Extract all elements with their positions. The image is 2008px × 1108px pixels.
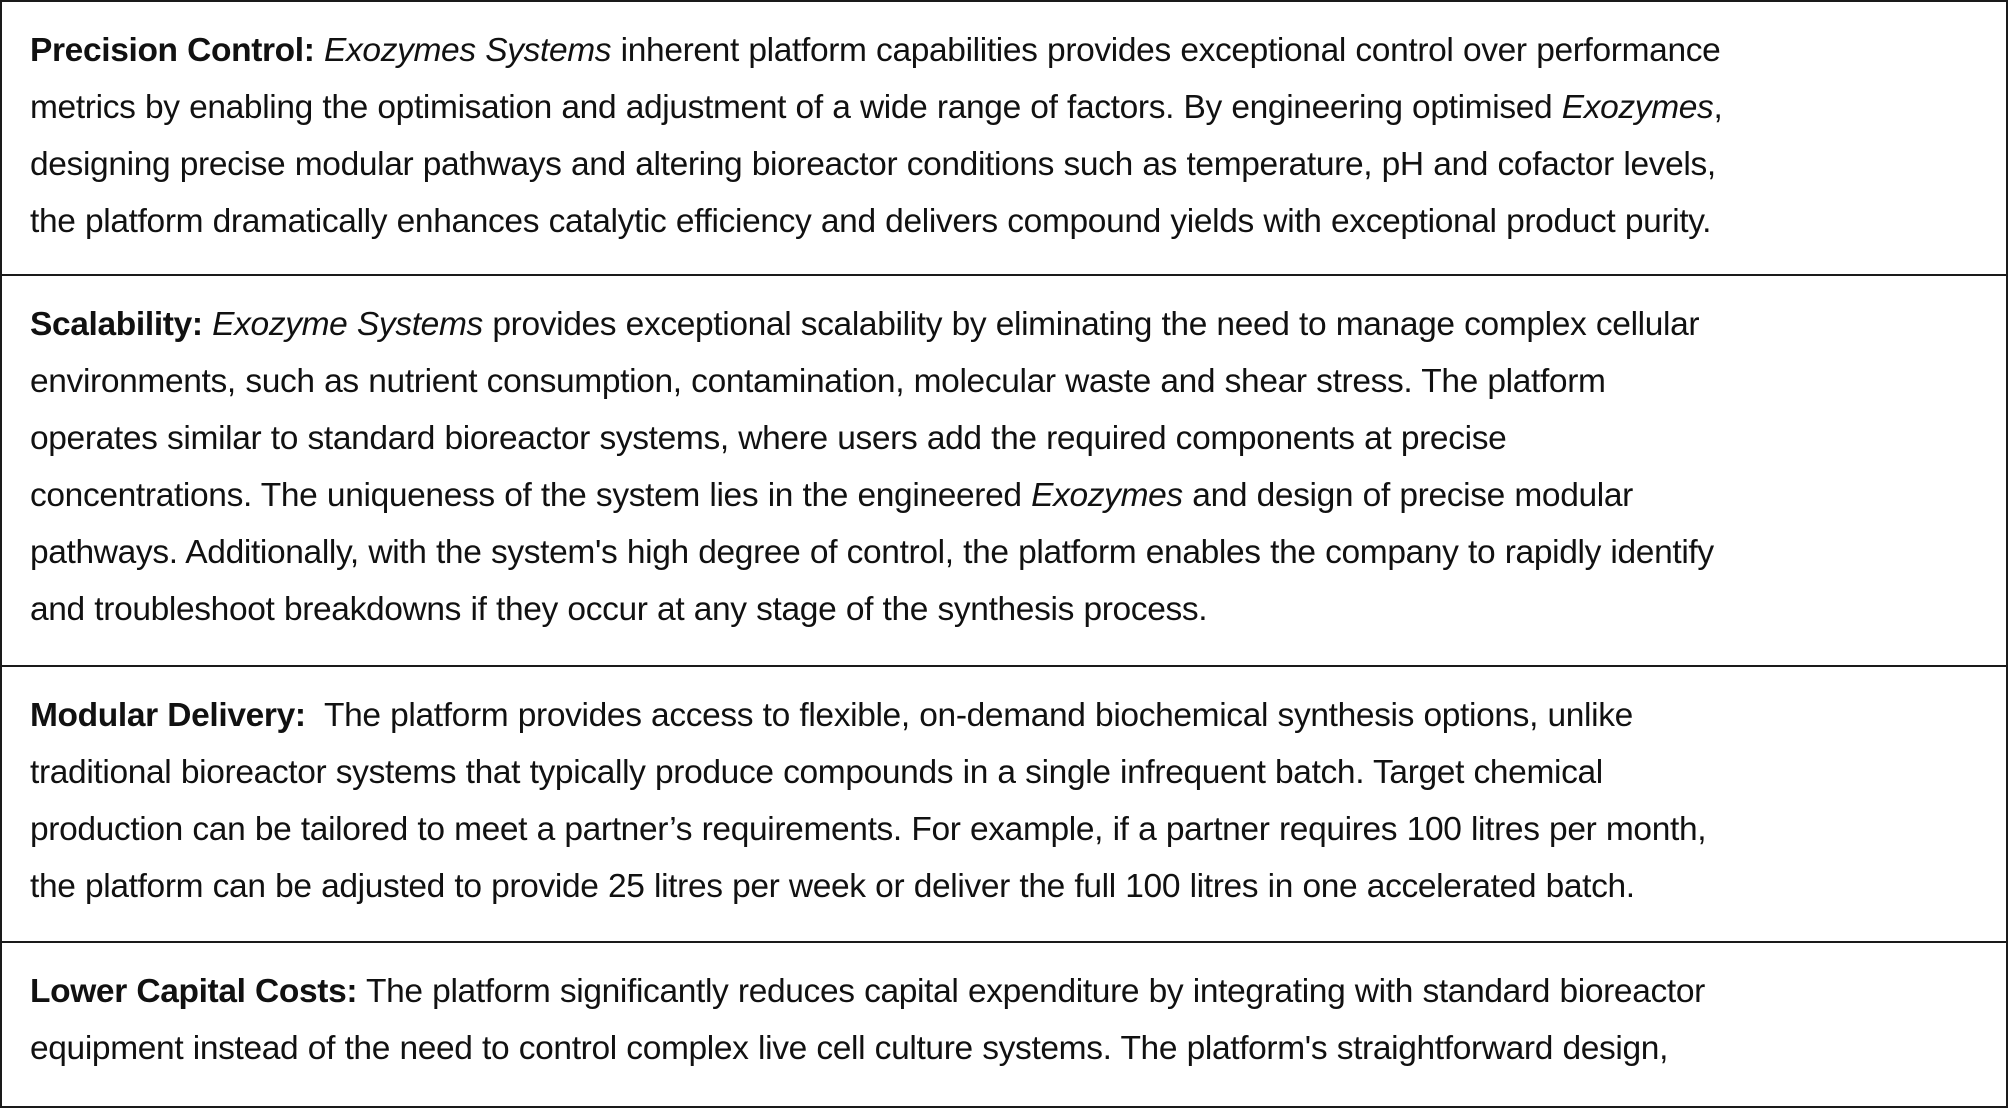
text-line: production can be tailored to meet a partner’s requirements. For example, if a partner requires 100 litres per month, bbox=[30, 811, 1707, 848]
precision-control-section bbox=[2, 2, 2006, 276]
text-line: Modular Delivery: The platform provides access to flexible, on-demand biochemical synthesis options, unlike bbox=[30, 697, 1633, 734]
emphasis-text: Exozymes Systems bbox=[324, 32, 612, 69]
text-line: operates similar to standard bioreactor systems, where users add the required components at precise bbox=[30, 420, 1507, 457]
emphasis-text: Exozyme Systems bbox=[212, 306, 483, 343]
text-line: Precision Control: Exozymes Systems inherent platform capabilities provides exceptional control over performance bbox=[30, 32, 1721, 69]
emphasis-text: Exozymes bbox=[1561, 89, 1714, 126]
text-line: pathways. Additionally, with the system's high degree of control, the platform enables the company to rapidly identify bbox=[30, 534, 1714, 571]
text-line: traditional bioreactor systems that typically produce compounds in a single infrequent batch. Target chemical bbox=[30, 754, 1603, 791]
text-line: the platform can be adjusted to provide 25 litres per week or deliver the full 100 litres in one accelerated batch. bbox=[30, 868, 1635, 905]
text-line: and troubleshoot breakdowns if they occur at any stage of the synthesis process. bbox=[30, 591, 1208, 628]
text-line: concentrations. The uniqueness of the system lies in the engineered Exozymes and design of precise modular bbox=[30, 477, 1633, 514]
emphasis-text: Exozymes bbox=[1031, 477, 1183, 514]
text-line: the platform dramatically enhances catalytic efficiency and delivers compound yields with exceptional product purity. bbox=[30, 203, 1712, 240]
section-heading: Scalability: bbox=[30, 306, 203, 343]
section-heading: Modular Delivery: bbox=[30, 697, 306, 734]
text-line: environments, such as nutrient consumption, contamination, molecular waste and shear stress. The platform bbox=[30, 363, 1606, 400]
text-line: designing precise modular pathways and altering bioreactor conditions such as temperature, pH and cofactor levels, bbox=[30, 146, 1716, 183]
text-line: metrics by enabling the optimisation and adjustment of a wide range of factors. By engineering optimised Exozymes, bbox=[30, 89, 1723, 126]
scalability-section bbox=[2, 276, 2006, 667]
section-heading: Lower Capital Costs: bbox=[30, 973, 358, 1010]
lower-capital-costs-section bbox=[2, 943, 2006, 1108]
modular-delivery-section bbox=[2, 667, 2006, 943]
text-line: Lower Capital Costs: The platform significantly reduces capital expenditure by integrating with standard bioreactor bbox=[30, 973, 1705, 1010]
text-line: equipment instead of the need to control complex live cell culture systems. The platform's straightforward design, bbox=[30, 1030, 1669, 1067]
text-line: Scalability: Exozyme Systems provides exceptional scalability by eliminating the need to manage complex cellular bbox=[30, 306, 1700, 343]
section-heading: Precision Control: bbox=[30, 32, 315, 69]
